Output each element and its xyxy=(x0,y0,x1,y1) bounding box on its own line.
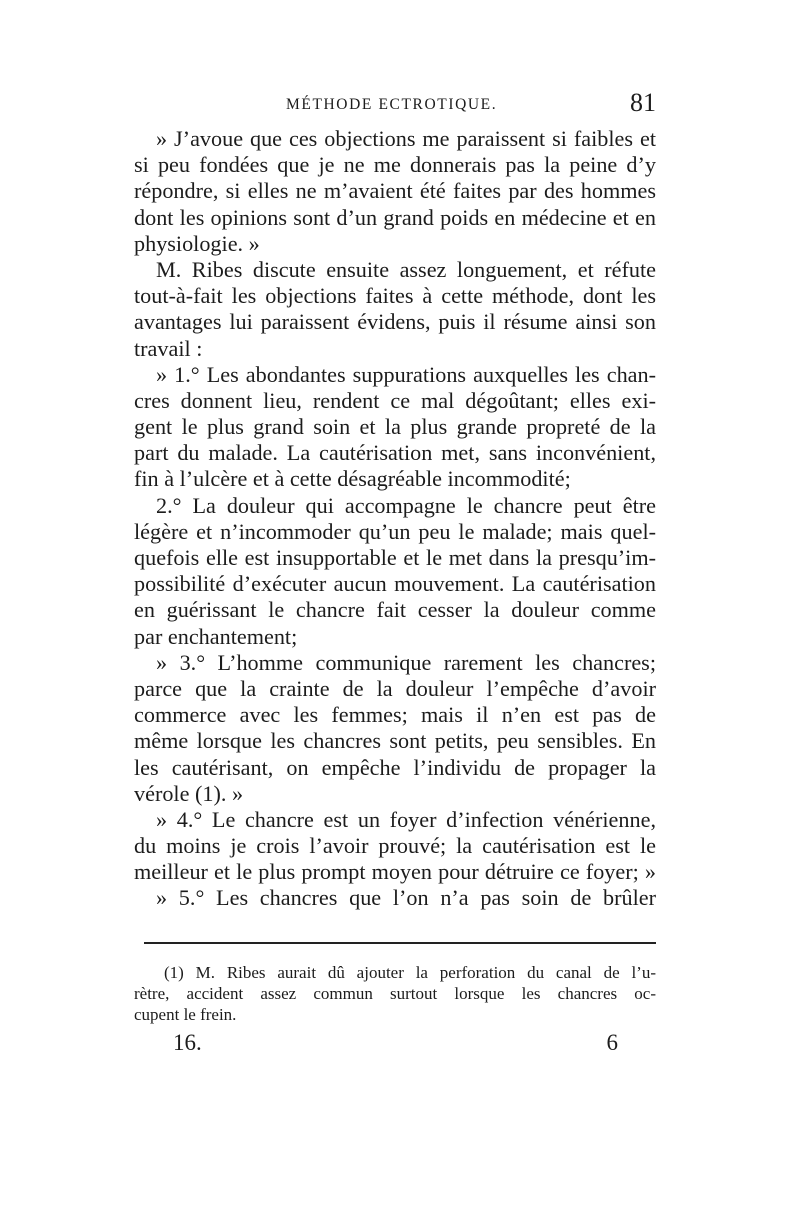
text-line: commerce avec les femmes; mais il n’en est pas de xyxy=(134,702,656,728)
footnote-line: cupent le frein. xyxy=(134,1005,237,1024)
footnote-line: rètre, accident assez commun surtout lorsque les chancres oc- xyxy=(134,984,656,1003)
text-line: 2.° La douleur qui accompagne le chancre peut être xyxy=(156,492,656,518)
text-line: tout-à-fait les objections faites à cette méthode, dont les xyxy=(134,283,656,309)
footnote-line: (1) M. Ribes aurait dû ajouter la perforation du canal de l’u- xyxy=(164,963,656,982)
text-line: les cautérisant, on empêche l’individu de propager la xyxy=(134,754,656,780)
text-line: cres donnent lieu, rendent ce mal dégoûtant; elles exi- xyxy=(134,387,656,413)
text-line: » 3.° L’homme communique rarement les chancres; xyxy=(156,649,656,675)
text-line: parce que la crainte de la douleur l’empêche d’avoir xyxy=(134,675,656,701)
signature-mark: 16. xyxy=(173,1030,202,1055)
gathering-mark: 6 xyxy=(606,1030,618,1055)
text-line: M. Ribes discute ensuite assez longuement, et réfute xyxy=(156,256,656,282)
text-line: en guérissant le chancre fait cesser la douleur comme xyxy=(134,597,656,623)
footnote-rule xyxy=(144,942,656,944)
body-text xyxy=(134,126,656,912)
text-line: fin à l’ulcère et à cette désagréable incommodité; xyxy=(134,466,571,492)
footnote xyxy=(134,962,656,1025)
text-line: dont les opinions sont d’un grand poids en médecine et en xyxy=(134,204,656,230)
text-line: répondre, si elles ne m’avaient été faites par des hommes xyxy=(134,178,656,204)
text-line: gent le plus grand soin et la plus grande propreté de la xyxy=(134,414,656,440)
text-line: légère et n’incommoder qu’un peu le malade; mais quel- xyxy=(134,518,656,544)
text-line: avantages lui paraissent évidens, puis il résume ainsi son xyxy=(134,309,656,335)
text-line: quefois elle est insupportable et le met dans la presqu’im- xyxy=(134,545,656,570)
text-line: » 1.° Les abondantes suppurations auxquelles les chan- xyxy=(156,361,656,387)
page-number: 81 xyxy=(630,88,656,117)
text-line: vérole (1). » xyxy=(134,780,244,806)
text-line: » J’avoue que ces objections me paraissent si faibles et xyxy=(156,126,656,151)
text-line: physiologie. » xyxy=(134,230,260,256)
running-title: MÉTHODE ECTROTIQUE. xyxy=(286,96,498,113)
text-line: travail : xyxy=(134,335,203,361)
text-line: part du malade. La cautérisation met, sans inconvénient, xyxy=(134,440,656,466)
text-line: même lorsque les chancres sont petits, peu sensibles. En xyxy=(134,728,656,754)
text-line: par enchantement; xyxy=(134,623,298,649)
text-line: » 5.° Les chancres que l’on n’a pas soin de brûler xyxy=(156,885,656,911)
text-line: » 4.° Le chancre est un foyer d’infection vénérienne, xyxy=(156,806,656,832)
running-head xyxy=(134,88,656,117)
text-line: possibilité d’exécuter aucun mouvement. La cautérisation xyxy=(134,571,656,597)
text-line: si peu fondées que je ne me donnerais pas la peine d’y xyxy=(134,152,656,178)
text-line: du moins je crois l’avoir prouvé; la cautérisation est le xyxy=(134,833,656,859)
text-line: meilleur et le plus prompt moyen pour détruire ce foyer; » xyxy=(134,859,656,885)
